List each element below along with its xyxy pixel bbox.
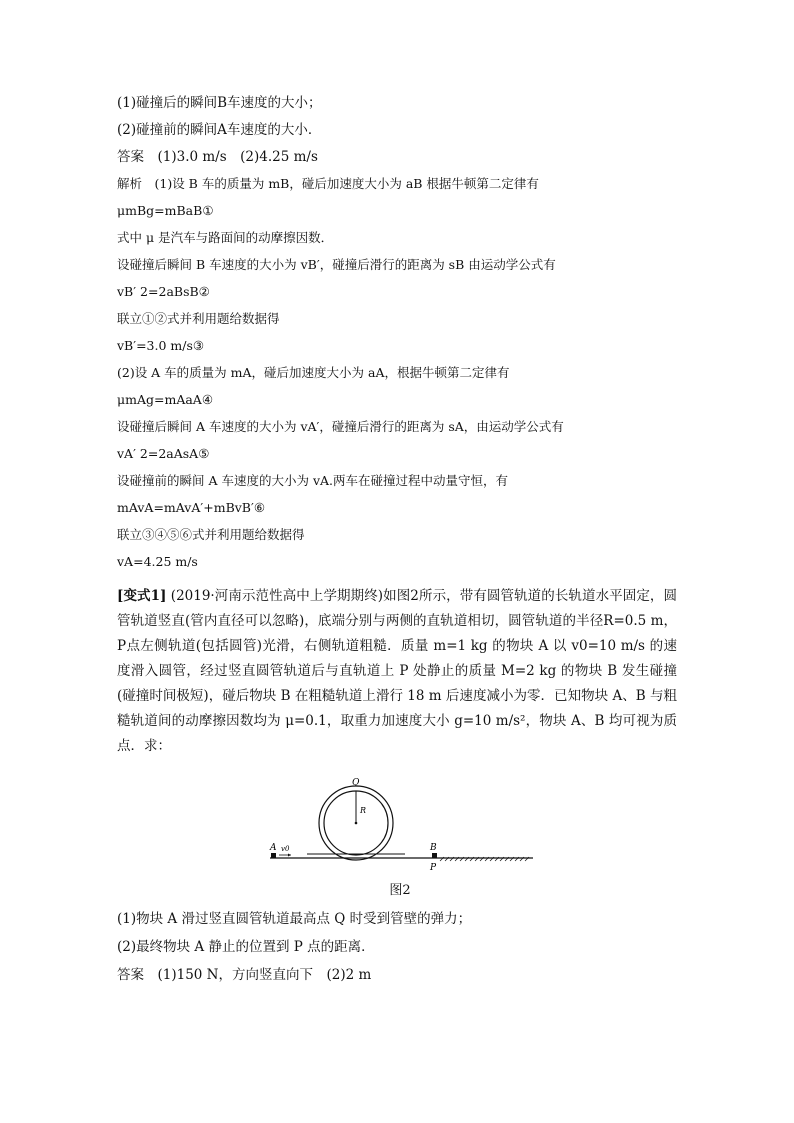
variant-problem xyxy=(117,584,677,759)
variant-question-2: (2)最终物块 A 静止的位置到 P 点的距离． xyxy=(117,939,375,955)
circle-center-dot xyxy=(355,822,358,825)
solution-line: 设碰撞后瞬间 B 车速度的大小为 vB′，碰撞后滑行的距离为 sB 由运动学公式有 xyxy=(117,257,556,272)
variant-question-1: (1)物块 A 滑过竖直圆管轨道最高点 Q 时受到管壁的弹力； xyxy=(117,911,472,927)
solution-line: μmAg=mAaA④ xyxy=(117,392,214,407)
solution-line: vA=4.25 m/s xyxy=(117,554,198,569)
block-a xyxy=(271,853,276,858)
variant-answer: 答案 (1)150 N，方向竖直向下 (2)2 m xyxy=(117,967,372,983)
circular-track-figure xyxy=(265,773,535,873)
label-r: R xyxy=(360,806,367,815)
variant-tag: [变式1] xyxy=(117,588,167,604)
solution-line: μmBg=mBaB① xyxy=(117,203,214,218)
question-2: (2)碰撞前的瞬间A车速度的大小． xyxy=(117,122,322,138)
label-b: B xyxy=(430,843,437,853)
solution-line: 式中 μ 是汽车与路面间的动摩擦因数． xyxy=(117,230,334,245)
solution-line: vB′=3.0 m/s③ xyxy=(117,338,205,353)
solution-line: 设碰撞后瞬间 A 车速度的大小为 vA′，碰撞后滑行的距离为 sA，由运动学公式有 xyxy=(117,419,564,434)
question-1: (1)碰撞后的瞬间B车速度的大小； xyxy=(117,95,322,111)
solution-line: (2)设 A 车的质量为 mA，碰后加速度大小为 aA，根据牛顿第二定律有 xyxy=(117,365,510,380)
label-p: P xyxy=(430,863,437,873)
solution-line: 设碰撞前的瞬间 A 车速度的大小为 vA.两车在碰撞过程中动量守恒，有 xyxy=(117,473,509,488)
solution-line: 联立①②式并利用题给数据得 xyxy=(117,311,280,326)
block-b xyxy=(432,853,437,858)
solution-line: mAvA=mAvA′+mBvB′⑥ xyxy=(117,500,266,515)
variant-text: (2019·河南示范性高中上学期期终)如图2所示，带有圆管轨道的长轨道水平固定，圆管轨道竖直(管内直径可以忽略)，底端分别与两侧的直轨道相切，圆管轨道的半径R=0.5 m，P点左侧轨道(包括圆管)光滑，右侧轨道粗糙．质量 m=1 kg 的物块 A 以 v0=10 m/s 的速度滑入圆管，经过竖直圆管轨道后与直轨道上 P 处静止的质量 M=2 kg 的物块 B 发生碰撞(碰撞时间极短)，碰后物块 B 在粗糙轨道上滑行 18 m 后速度减小为零．已知物块 A、B 与粗糙轨道间的动摩擦因数均为 μ=0.1，取重力加速度大小 g=10 m/s²，物块 A、B 均可视为质点．求： xyxy=(117,588,677,754)
solution-line: 解析 (1)设 B 车的质量为 mB，碰后加速度大小为 aB 根据牛顿第二定律有 xyxy=(117,176,539,191)
solution-line: vB′ 2=2aBsB② xyxy=(117,284,210,299)
solution-line: vA′ 2=2aAsA⑤ xyxy=(117,446,210,461)
label-a: A xyxy=(270,843,277,853)
solution-line: 联立③④⑤⑥式并利用题给数据得 xyxy=(117,527,305,542)
answer-line: 答案 (1)3.0 m/s (2)4.25 m/s xyxy=(117,149,318,165)
velocity-arrow-head xyxy=(288,854,291,857)
figure-caption: 图2 xyxy=(389,883,411,898)
label-v0: v0 xyxy=(281,845,290,853)
label-q: Q xyxy=(352,778,360,788)
